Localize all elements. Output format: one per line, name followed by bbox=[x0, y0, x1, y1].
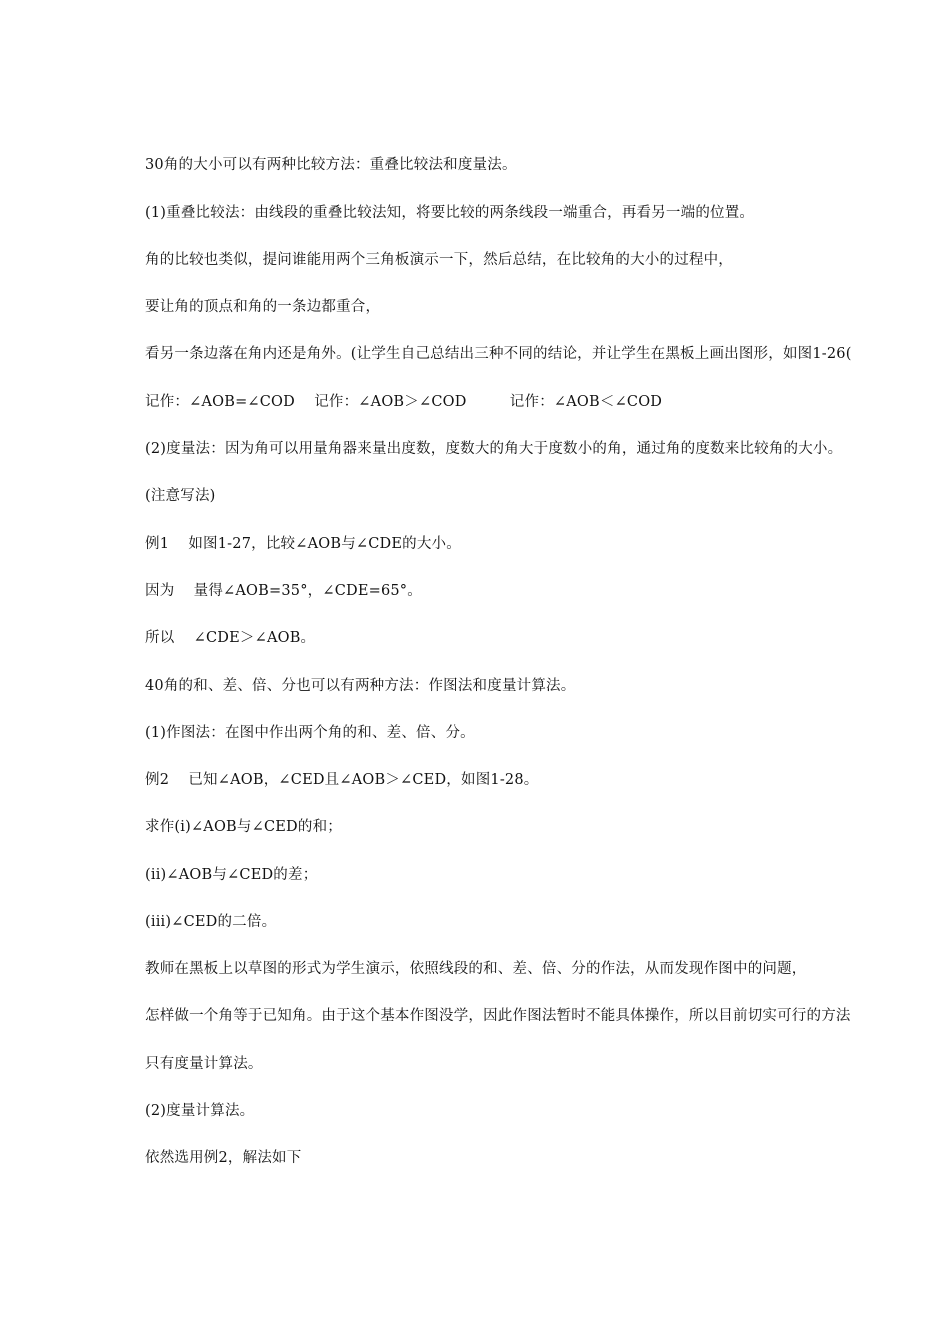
text-line: 所以 ∠CDE＞∠AOB。 bbox=[145, 630, 316, 646]
text-line: 30角的大小可以有两种比较方法：重叠比较法和度量法。 bbox=[145, 157, 517, 173]
text-line: (注意写法) bbox=[145, 488, 216, 504]
text-line: 教师在黑板上以草图的形式为学生演示，依照线段的和、差、倍、分的作法，从而发现作图中的问题， bbox=[145, 961, 807, 977]
text-line: 怎样做一个角等于已知角。由于这个基本作图没学，因此作图法暂时不能具体操作，所以目前切实可行的方法 bbox=[145, 1008, 851, 1024]
text-line: 只有度量计算法。 bbox=[145, 1056, 263, 1072]
text-line: 角的比较也类似，提问谁能用两个三角板演示一下，然后总结，在比较角的大小的过程中， bbox=[145, 252, 733, 268]
text-line: (2)度量法：因为角可以用量角器来量出度数，度数大的角大于度数小的角，通过角的度数来比较角的大小。 bbox=[145, 441, 843, 457]
text-line: 例2 已知∠AOB，∠CED且∠AOB＞∠CED，如图1-28。 bbox=[145, 772, 539, 788]
text-line: (ii)∠AOB与∠CED的差； bbox=[145, 867, 318, 883]
text-line: 求作(i)∠AOB与∠CED的和； bbox=[145, 819, 342, 835]
text-line: 例1 如图1-27，比较∠AOB与∠CDE的大小。 bbox=[145, 536, 461, 552]
text-line: 看另一条边落在角内还是角外。(让学生自己总结出三种不同的结论，并让学生在黑板上画出图形，如图1-26( bbox=[145, 346, 852, 362]
text-line: (2)度量计算法。 bbox=[145, 1103, 255, 1119]
text-line: (iii)∠CED的二倍。 bbox=[145, 914, 277, 930]
text-line: 依然选用例2，解法如下 bbox=[145, 1150, 302, 1166]
text-line: (1)作图法：在图中作出两个角的和、差、倍、分。 bbox=[145, 725, 475, 741]
text-line: 40角的和、差、倍、分也可以有两种方法：作图法和度量计算法。 bbox=[145, 678, 576, 694]
text-line: 记作：∠AOB=∠COD 记作：∠AOB＞∠COD 记作：∠AOB＜∠COD bbox=[145, 394, 663, 410]
text-line: 要让角的顶点和角的一条边都重合， bbox=[145, 299, 381, 315]
text-line: (1)重叠比较法：由线段的重叠比较法知，将要比较的两条线段一端重合，再看另一端的位置。 bbox=[145, 205, 755, 221]
text-line: 因为 量得∠AOB=35°，∠CDE=65°。 bbox=[145, 583, 422, 599]
